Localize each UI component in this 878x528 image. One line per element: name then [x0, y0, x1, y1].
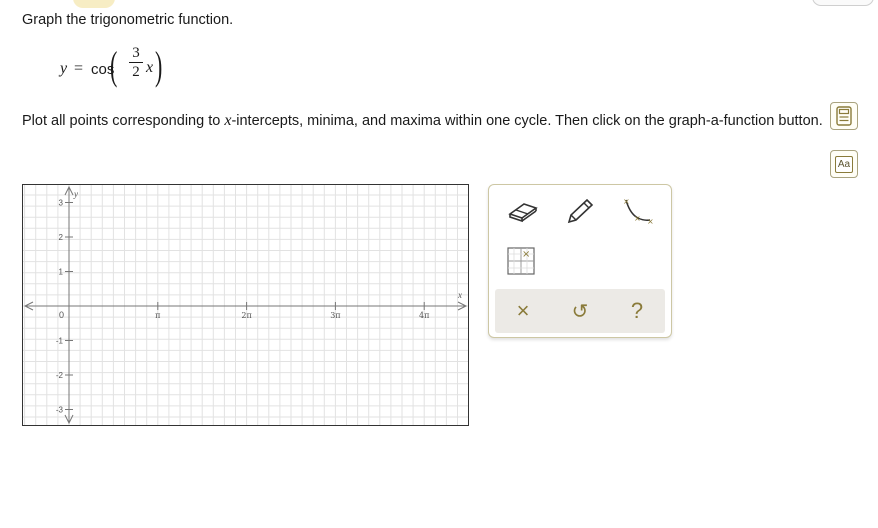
x-tick-label: 2π	[241, 311, 252, 320]
equation-lhs: y	[60, 60, 68, 77]
top-tab	[73, 0, 115, 8]
toolbox-actions	[495, 289, 665, 333]
language-toggle[interactable]	[812, 0, 874, 6]
x-tick-label: π	[155, 311, 161, 320]
svg-text:×: ×	[522, 249, 531, 260]
undo-icon: ↺	[571, 300, 589, 323]
y-tick-label: -2	[55, 371, 63, 380]
instructions-before: Plot all points corresponding to	[22, 113, 225, 129]
graph-toolbox	[488, 184, 672, 338]
point-grid-tool[interactable]	[503, 245, 539, 277]
graph-area[interactable]	[22, 184, 469, 426]
graph-a-function-button[interactable]	[619, 195, 655, 227]
text-size-button[interactable]	[830, 150, 858, 178]
left-paren: (	[109, 43, 118, 88]
graph-canvas[interactable]	[23, 185, 468, 425]
x-axis-label: x	[458, 290, 462, 300]
y-tick-label: 3	[58, 198, 63, 208]
equation-equals: =	[74, 60, 84, 77]
instructions-var: x	[224, 112, 232, 129]
sinusoid-icon	[620, 196, 654, 226]
eraser-tool[interactable]	[505, 195, 541, 227]
grid-point-icon	[505, 246, 537, 276]
y-axis-label: y	[74, 189, 78, 199]
clear-button[interactable]	[505, 295, 541, 327]
prompt-text: Graph the trigonometric function.	[22, 12, 234, 28]
y-tick-label: 1	[58, 267, 63, 277]
equation-fraction	[126, 44, 146, 81]
instructions-text	[22, 111, 867, 131]
eraser-icon	[506, 198, 540, 224]
pencil-icon	[563, 196, 595, 226]
text-size-icon: Aa	[835, 156, 853, 173]
right-paren: )	[154, 43, 163, 88]
pencil-tool[interactable]	[561, 195, 597, 227]
x-tick-label: 3π	[330, 311, 341, 320]
svg-text:×: ×	[623, 197, 630, 206]
help-button[interactable]	[619, 295, 655, 327]
instructions-after: -intercepts, minima, and maxima within one cycle. Then click on the graph-a-function button.	[231, 113, 823, 129]
calculator-button[interactable]	[830, 102, 858, 130]
svg-text:×: ×	[634, 214, 641, 223]
fraction-numerator: 3	[132, 45, 140, 61]
svg-text:×: ×	[647, 217, 654, 226]
x-tick-label: 4π	[419, 311, 430, 320]
close-icon: ×	[516, 298, 530, 323]
y-tick-label: -1	[55, 336, 63, 346]
y-tick-label: 2	[58, 233, 63, 242]
origin-label: 0	[59, 310, 65, 320]
equation-variable: x	[146, 59, 154, 76]
y-tick-label: -3	[55, 405, 63, 415]
undo-button[interactable]	[562, 295, 598, 327]
fraction-denominator: 2	[132, 64, 140, 80]
calculator-icon	[835, 106, 853, 126]
equation	[60, 44, 180, 94]
help-icon: ?	[630, 298, 644, 323]
equation-function: cos	[91, 61, 115, 78]
